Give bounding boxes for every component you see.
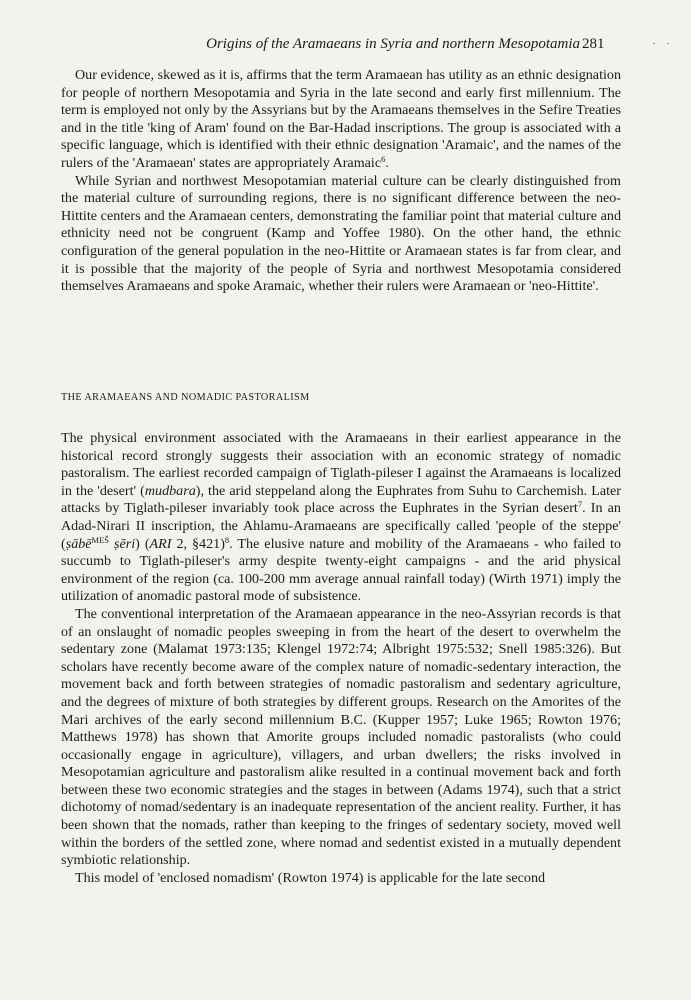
footnote-ref-8: 8: [224, 534, 230, 545]
footnote-ref-7: 7: [577, 499, 583, 510]
paragraph-material-culture: While Syrian and northwest Mesopotamian material culture can be clearly distinguished from the material culture of surrounding regions, there is no significant difference between the neo-Hittite centers and the Aramaean centers, demonstrating the familiar point that material culture and ethnicity need not be congruent (Kamp and Yoffee 1980). On the other hand, the ethnic configuration of the general population in the neo-Hittite or Aramaean states is far from clear, and it is possible that the majority of the people of Syria and northwest Mesopotamia considered themselves Aramaeans and spoke Aramaic, whether their rulers were Aramaean or 'neo-Hittite'.: [61, 172, 621, 295]
section-heading: THE ARAMAEANS AND NOMADIC PASTORALISM: [61, 392, 310, 403]
paragraph-enclosed-nomadism: This model of 'enclosed nomadism' (Rowton 1974) is applicable for the late second: [75, 869, 546, 886]
term-seri: ṣēri: [114, 535, 136, 552]
citation-ari: ARI: [149, 535, 172, 552]
paragraph-ethnic-designation: Our evidence, skewed as it is, affirms that the term Aramaean has utility as an ethnic designation for people of northern Mesopotamia and Syria in the late second and early first millennium. The term is employed not only by the Assyrians but by the Aramaeans themselves in the Sefire Treaties and in the title 'king of Aram' found on the Bar-Hadad inscriptions. The group is associated with a specific language, which is identified with their ethnic designation 'Aramaic', and the names of the rulers of the 'Aramaean' states are appropriately Aramaic$^6$.: [61, 67, 621, 171]
determinative-mes: MEŠ: [91, 534, 110, 545]
term-mudbara: mudbara: [144, 482, 196, 499]
footnote-ref-6: 6: [381, 153, 386, 164]
paragraph-conventional-interpretation: The conventional interpretation of the Aramaean appearance in the neo-Assyrian records is that of an onslaught of nomadic peoples sweeping in from the heart of the desert to overwhelm the sedentary zone (Malamat 1973:135; Klengel 1972:74; Albright 1975:532; Snell 1985:326). But scholars have recently become aware of the complex nature of nomadic-sedentary interaction, the movement back and forth between strategies of nomadic pastoralism and sedentary agriculture, and the degrees of mixture of both strategies by different groups. Research on the Amorites of the Mari archives of the early second millennium B.C. (Kupper 1957; Luke 1965; Rowton 1976; Matthews 1978) has shown that Amorite groups included nomadic pastoralists (who could occasionally engage in agriculture), villagers, and urban dwellers; the risks involved in Mesopotamian agriculture and pastoralism alike resulted in a continual movement back and forth between these two economic strategies and the stages in between (Adams 1974), such that a strict dichotomy of nomad/sedentary is an inadequate representation of the ancient reality. Further, it has been shown that the nomads, rather than keeping to the fringes of sedentary society, moved well within the borders of the settled zone, where nomad and sedentist existed in a mutually dependent symbiotic relationship.: [61, 605, 621, 869]
edge-marks: · ·: [652, 38, 675, 50]
paragraph-physical-environment: The physical environment associated with the Aramaeans in their earliest appearance in the historical record strongly suggests their association with an economic strategy of nomadic pastoralism. The earliest recorded campaign of Tiglath-pileser I against the Aramaeans is localized in the 'desert' (mudbara), the arid steppeland along the Euphrates from Suhu to Carchemish. Later attacks by Tiglath-pileser invariably took place across the Euphrates in the Syrian desert$^7$. In an Adad-Nirari II inscription, the Ahlamu-Aramaeans are specifically called 'people of the steppe' (ṣābē$^{MEŠ}$ ṣēri) (ARI 2, §421)$^8$. The elusive nature and mobility of the Aramaeans - who failed to succumb to Tiglath-pileser's army despite twenty-eight campaigns - and the arid physical environment of the region (ca. 100-200 mm average annual rainfall today) (Wirth 1971) imply the utilization of anomadic pastoral mode of subsistence.: [61, 430, 621, 605]
running-head-title: Origins of the Aramaeans in Syria and northern Mesopotamia: [206, 36, 580, 52]
body-text-bottom: [61, 430, 621, 887]
page-number: 281: [582, 36, 605, 52]
term-sabe: ṣābē: [65, 535, 92, 552]
body-text-top: [61, 67, 621, 296]
